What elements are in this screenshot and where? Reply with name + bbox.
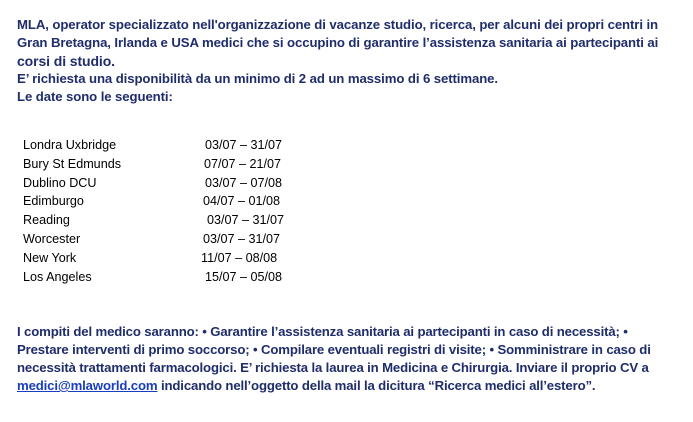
schedule-dates: 03/07 – 07/08 <box>205 175 283 190</box>
schedule-dates: 07/07 – 21/07 <box>204 156 282 171</box>
intro-line-2: Gran Bretagna, Irlanda e USA medici che si occupino di garantire l’assistenza sanitaria ai partecipanti ai <box>17 35 659 50</box>
availability-line: E’ richiesta una disponibilità da un minimo di 2 ad un massimo di 6 settimane. <box>17 71 498 86</box>
dates-heading: Le date sono le seguenti: <box>17 89 173 104</box>
email-link[interactable]: medici@mlaworld.com <box>17 378 158 393</box>
intro-line-3: corsi di studio. <box>17 53 115 69</box>
schedule-city: Londra Uxbridge <box>23 138 117 152</box>
schedule-city: Worcester <box>23 231 81 246</box>
schedule-city: New York <box>23 250 77 265</box>
schedule-dates: 04/07 – 01/08 <box>203 194 281 209</box>
duties-line-3: necessità trattamenti farmacologici. E’ richiesta la laurea in Medicina e Chirurgia. Inviare il proprio CV a <box>17 360 649 375</box>
schedule-dates: 11/07 – 08/08 <box>201 250 278 265</box>
duties-line-2: Prestare interventi di primo soccorso; • Compilare eventuali registri di visite; • Somministrare in caso di <box>17 342 651 357</box>
intro-line-1: MLA, operator specializzato nell'organizzazione di vacanze studio, ricerca, per alcuni dei propri centri in <box>17 17 658 32</box>
duties-line-4-text: indicando nell’oggetto della mail la dicitura “Ricerca medici all’estero”. <box>157 378 596 393</box>
schedule-city: Dublino DCU <box>23 175 97 190</box>
duties-line-1: I compiti del medico saranno: • Garantire l’assistenza sanitaria ai partecipanti in caso di necessità; • <box>17 324 628 339</box>
schedule-dates: 03/07 – 31/07 <box>205 138 283 152</box>
schedule-city: Reading <box>23 213 70 228</box>
schedule-city: Los Angeles <box>23 269 92 284</box>
intro-paragraph <box>17 16 682 106</box>
schedule-dates: 03/07 – 31/07 <box>207 213 285 228</box>
duties-line-4 <box>17 377 682 395</box>
schedule-city: Bury St Edmunds <box>23 156 121 171</box>
schedule-city: Edimburgo <box>23 194 84 209</box>
duties-paragraph <box>17 323 682 395</box>
schedule-dates: 15/07 – 05/08 <box>205 269 283 284</box>
schedule-dates: 03/07 – 31/07 <box>203 231 281 246</box>
